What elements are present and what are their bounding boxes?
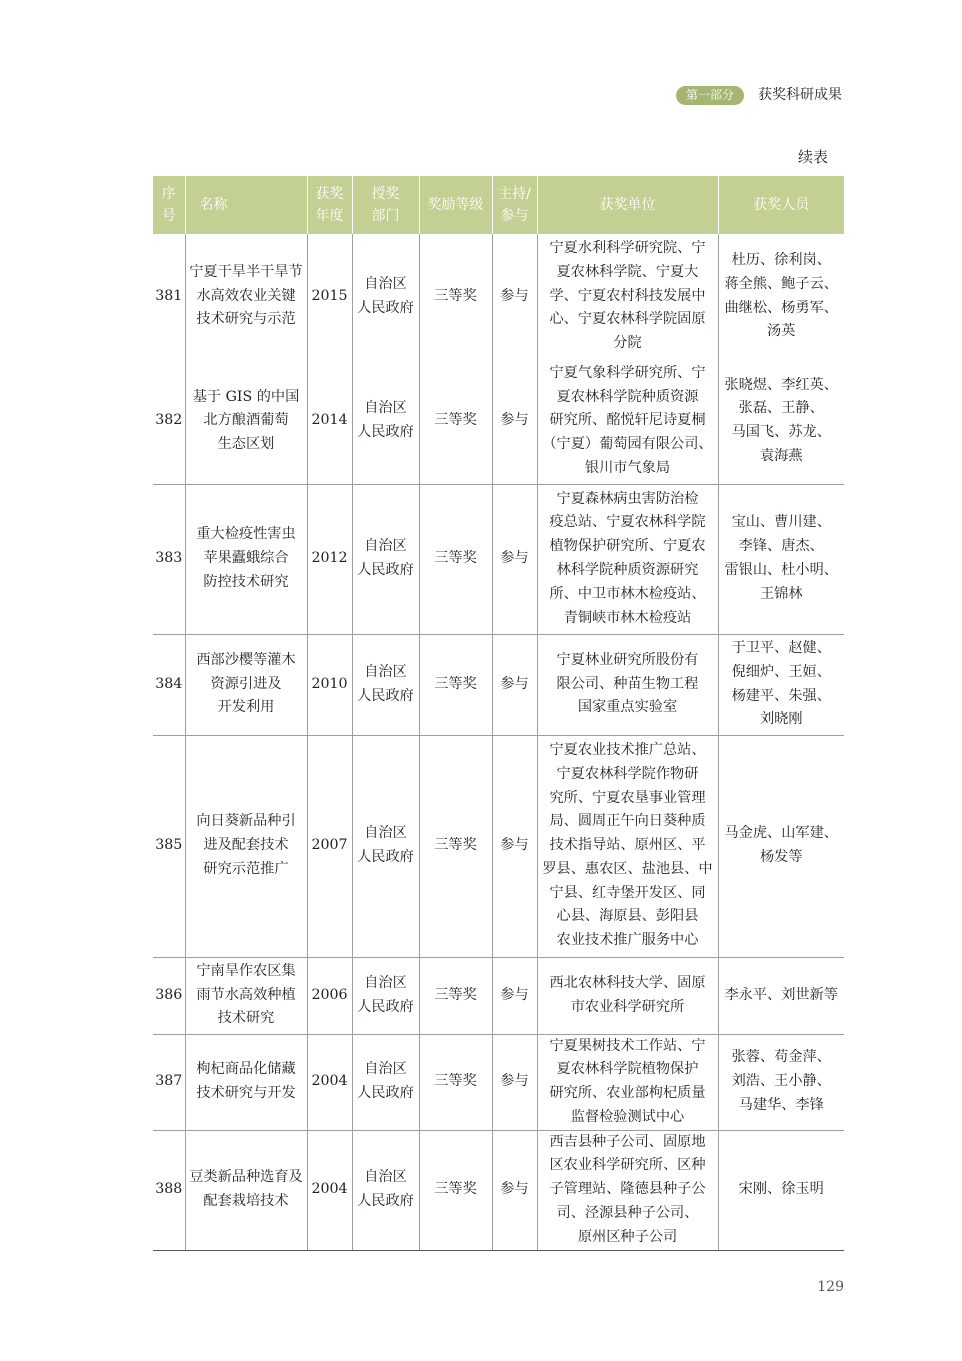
cell-role: 参与 xyxy=(492,234,537,359)
header-units: 获奖单位 xyxy=(537,176,718,234)
cell-no: 383 xyxy=(153,484,185,634)
section-title: 获奖科研成果 xyxy=(758,87,842,103)
table-row xyxy=(153,1130,844,1250)
cell-grade: 三等奖 xyxy=(419,484,492,634)
cell-dept: 自治区 人民政府 xyxy=(352,1130,419,1250)
cell-units: 宁夏农业技术推广总站、 宁夏农林科学院作物研 究所、宁夏农垦事业管理 局、圆周正午向日葵种质 技术指导站、原州区、平 罗县、惠农区、盐池县、中 宁县、红寺堡开发区、同 心县、海原县、彭阳县 农业技术推广服务中心 xyxy=(537,735,718,957)
cell-year: 2007 xyxy=(307,735,352,957)
cell-units: 西吉县种子公司、固原地 区农业科学研究所、区种 子管理站、隆德县种子公 司、泾源县种子公司、 原州区种子公司 xyxy=(537,1130,718,1250)
cell-name: 向日葵新品种引 进及配套技术 研究示范推广 xyxy=(185,735,307,957)
header-role: 主持/ 参与 xyxy=(492,176,537,234)
cell-people: 杜历、徐利岗、 蒋全熊、鲍子云、 曲继松、杨勇军、 汤英 xyxy=(718,234,844,359)
cell-units: 西北农林科技大学、固原 市农业科学研究所 xyxy=(537,957,718,1034)
header-grade: 奖励等级 xyxy=(419,176,492,234)
header-name: 名称 xyxy=(185,176,307,234)
cell-grade: 三等奖 xyxy=(419,234,492,359)
cell-year: 2010 xyxy=(307,634,352,735)
cell-no: 385 xyxy=(153,735,185,957)
cell-grade: 三等奖 xyxy=(419,634,492,735)
cell-dept: 自治区 人民政府 xyxy=(352,957,419,1034)
cell-name: 枸杞商品化储藏 技术研究与开发 xyxy=(185,1034,307,1130)
cell-units: 宁夏果树技术工作站、宁 夏农林科学院植物保护 研究所、农业部枸杞质量 监督检验测试中心 xyxy=(537,1034,718,1130)
cell-dept: 自治区 人民政府 xyxy=(352,634,419,735)
table-row xyxy=(153,484,844,634)
table-row xyxy=(153,634,844,735)
cell-role: 参与 xyxy=(492,735,537,957)
cell-year: 2015 xyxy=(307,234,352,359)
cell-no: 384 xyxy=(153,634,185,735)
table-row xyxy=(153,735,844,957)
cell-name: 豆类新品种选育及 配套栽培技术 xyxy=(185,1130,307,1250)
cell-people: 宝山、曹川建、 李锋、唐杰、 雷银山、杜小明、 王锦林 xyxy=(718,484,844,634)
cell-no: 381 xyxy=(155,287,183,304)
cell-grade: 三等奖 xyxy=(419,1130,492,1250)
cell-people: 马金虎、山军建、 杨发等 xyxy=(718,735,844,957)
cell-people: 张蓉、苟金萍、 刘浩、王小静、 马建华、李锋 xyxy=(718,1034,844,1130)
cell-dept: 自治区 人民政府 xyxy=(352,359,419,484)
cell-name: 重大检疫性害虫 苹果蠹蛾综合 防控技术研究 xyxy=(185,484,307,634)
cell-role: 参与 xyxy=(492,957,537,1034)
header-dept: 授奖 部门 xyxy=(352,176,419,234)
header-no: 序 号 xyxy=(153,176,185,234)
cell-dept: 自治区 人民政府 xyxy=(352,484,419,634)
cell-grade: 三等奖 xyxy=(419,735,492,957)
cell-people: 宋刚、徐玉明 xyxy=(718,1130,844,1250)
cell-grade: 三等奖 xyxy=(419,1034,492,1130)
header-year: 获奖 年度 xyxy=(307,176,352,234)
cell-units: 宁夏水利科学研究院、宁 夏农林科学院、宁夏大 学、宁夏农村科技发展中 心、宁夏农林科学院固原 分院 xyxy=(537,234,718,359)
cell-units: 宁夏气象科学研究所、宁 夏农林科学院种质资源 研究所、酩悦轩尼诗夏桐 （宁夏）葡萄园有限公司、 银川市气象局 xyxy=(537,359,718,484)
table-row xyxy=(153,957,844,1034)
header-people: 获奖人员 xyxy=(718,176,844,234)
cell-no: 388 xyxy=(153,1130,185,1250)
cell-no: 386 xyxy=(153,957,185,1034)
table-row xyxy=(153,234,844,359)
cell-dept: 自治区 人民政府 xyxy=(352,735,419,957)
cell-role: 参与 xyxy=(492,1130,537,1250)
cell-year: 2004 xyxy=(307,1130,352,1250)
cell-no: 387 xyxy=(153,1034,185,1130)
cell-people: 李永平、刘世新等 xyxy=(718,957,844,1034)
table-row xyxy=(153,1034,844,1130)
awards-table xyxy=(153,176,844,1251)
cell-units: 宁夏林业研究所股份有 限公司、种苗生物工程 国家重点实验室 xyxy=(537,634,718,735)
table-header-row xyxy=(153,176,844,234)
cell-year: 2004 xyxy=(307,1034,352,1130)
table-row xyxy=(153,359,844,484)
cell-name: 宁南旱作农区集 雨节水高效种植 技术研究 xyxy=(185,957,307,1034)
cell-role: 参与 xyxy=(492,634,537,735)
cell-year: 2014 xyxy=(307,359,352,484)
cell-grade: 三等奖 xyxy=(419,957,492,1034)
cell-people: 于卫平、赵健、 倪细炉、王姮、 杨建平、朱强、 刘晓刚 xyxy=(718,634,844,735)
cell-no: 382 xyxy=(153,359,185,484)
cell-units: 宁夏森林病虫害防治检 疫总站、宁夏农林科学院 植物保护研究所、宁夏农 林科学院种质资源研究 所、中卫市林木检疫站、 青铜峡市林木检疫站 xyxy=(537,484,718,634)
page-number: 129 xyxy=(817,1279,844,1295)
continued-label: 续表 xyxy=(797,148,828,166)
cell-dept: 自治区 人民政府 xyxy=(352,234,419,359)
cell-role: 参与 xyxy=(492,1034,537,1130)
cell-role: 参与 xyxy=(492,484,537,634)
section-badge: 第一部分 xyxy=(676,86,744,105)
cell-dept: 自治区 人民政府 xyxy=(352,1034,419,1130)
cell-year: 2006 xyxy=(307,957,352,1034)
cell-name: 宁夏干旱半干旱节 水高效农业关键 技术研究与示范 xyxy=(185,234,307,359)
cell-role: 参与 xyxy=(492,359,537,484)
cell-grade: 三等奖 xyxy=(419,359,492,484)
cell-year: 2012 xyxy=(307,484,352,634)
cell-name: 西部沙樱等灌木 资源引进及 开发利用 xyxy=(185,634,307,735)
cell-people: 张晓煜、李红英、 张磊、王静、 马国飞、苏龙、 袁海燕 xyxy=(718,359,844,484)
cell-name: 基于 GIS 的中国 北方酿酒葡萄 生态区划 xyxy=(185,359,307,484)
